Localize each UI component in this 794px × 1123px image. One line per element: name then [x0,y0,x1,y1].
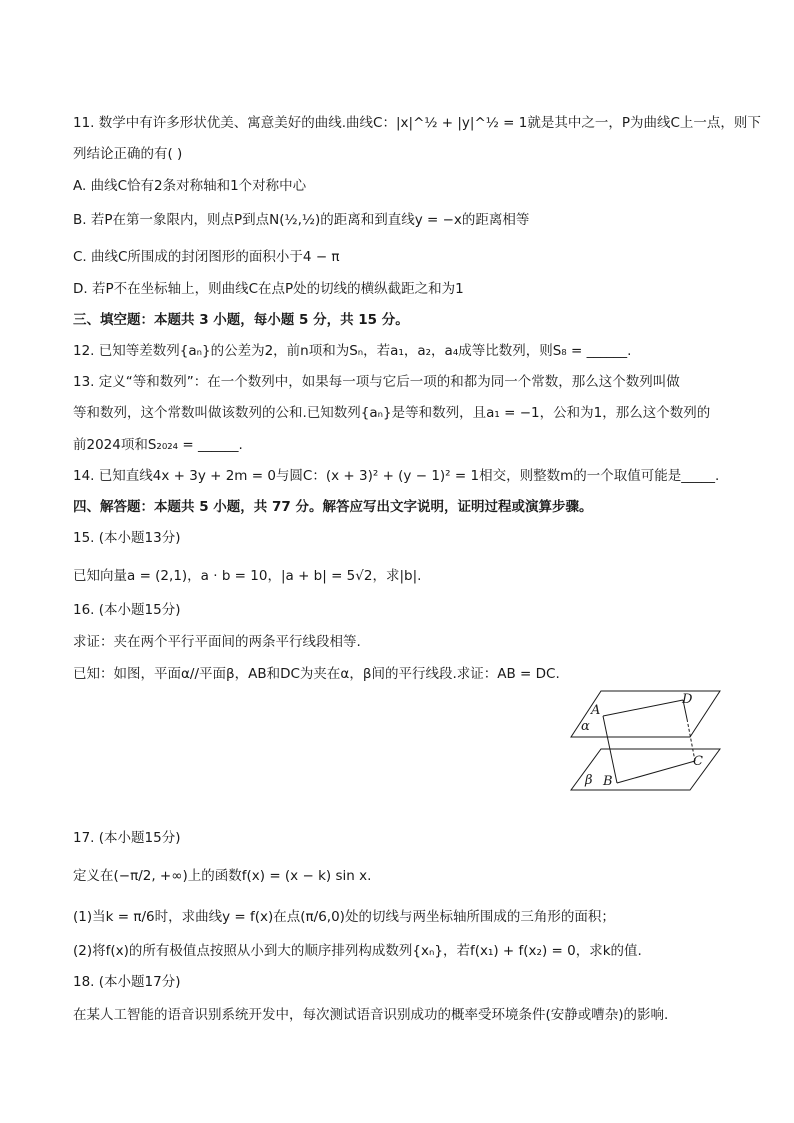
question-16-given: 已知：如图，平面α//平面β，AB和DC为夹在α，β间的平行线段.求证：AB = DC. [73,666,560,682]
parallel-planes-figure [565,683,725,795]
q11-option-d: D. 若P不在坐标轴上，则曲线C在点P处的切线的横纵截距之和为1 [73,281,464,297]
q11-option-a: A. 曲线C恰有2条对称轴和1个对称中心 [73,178,307,194]
q11-option-b: B. 若P在第一象限内，则点P到点N(½,½)的距离和到直线y = −x的距离相等 [73,212,530,228]
segment-bc [617,761,695,783]
label-b: B [603,774,613,789]
question-18-header: 18. (本小题17分) [73,974,181,990]
question-13-line-1: 13. 定义“等和数列”：在一个数列中，如果每一项与它后一项的和都为同一个常数，那么这个数列叫做 [73,374,680,390]
question-18-body: 在某人工智能的语音识别系统开发中，每次测试语音识别成功的概率受环境条件(安静或嘈杂)的影响. [73,1007,669,1023]
q11-stem-line-1: 11. 数学中有许多形状优美、寓意美好的曲线.曲线C：|x|^½ + |y|^½ = 1就是其中之一，P为曲线C上一点，则下 [73,115,761,131]
segment-ad [603,700,683,716]
question-14: 14. 已知直线4x + 3y + 2m = 0与圆C：(x + 3)² + (y − 1)² = 1相交，则整数m的一个取值可能是_____. [73,468,720,484]
section-4-heading: 四、解答题：本题共 5 小题，共 77 分。解答应写出文字说明，证明过程或演算步骤。 [73,499,593,515]
question-17-header: 17. (本小题15分) [73,830,181,846]
section-3-heading: 三、填空题：本题共 3 小题，每小题 5 分，共 15 分。 [73,312,409,328]
label-alpha: α [581,719,590,734]
question-16-claim: 求证：夹在两个平行平面间的两条平行线段相等. [73,634,361,650]
question-15-header: 15. (本小题13分) [73,530,181,546]
question-17-body: 定义在(−π/2, +∞)上的函数f(x) = (x − k) sin x. [73,868,372,884]
label-c: C [693,754,703,769]
q11-stem-line-2: 列结论正确的有( ) [73,146,183,162]
question-15-body: 已知向量a = (2,1)，a · b = 10，|a + b| = 5√2，求|b|. [73,568,422,584]
parallel-planes-diagram [565,683,725,795]
question-17-part-2: (2)将f(x)的所有极值点按照从小到大的顺序排列构成数列{xₙ}，若f(x₁) + f(x₂) = 0，求k的值. [73,943,642,959]
label-a: A [591,703,601,718]
question-12: 12. 已知等差数列{aₙ}的公差为2，前n项和为Sₙ，若a₁，a₂，a₄成等比数列，则S₈ = ______. [73,343,632,359]
question-13-line-3: 前2024项和S₂₀₂₄ = ______. [73,437,243,453]
q11-option-c: C. 曲线C所围成的封闭图形的面积小于4 − π [73,249,340,265]
label-beta: β [585,773,593,788]
label-d: D [682,692,693,707]
question-17-part-1: (1)当k = π/6时，求曲线y = f(x)在点(π/6,0)处的切线与两坐标轴所围成的三角形的面积； [73,909,615,925]
question-13-line-2: 等和数列，这个常数叫做该数列的公和.已知数列{aₙ}是等和数列，且a₁ = −1，公和为1，那么这个数列的 [73,405,711,421]
question-16-header: 16. (本小题15分) [73,602,181,618]
